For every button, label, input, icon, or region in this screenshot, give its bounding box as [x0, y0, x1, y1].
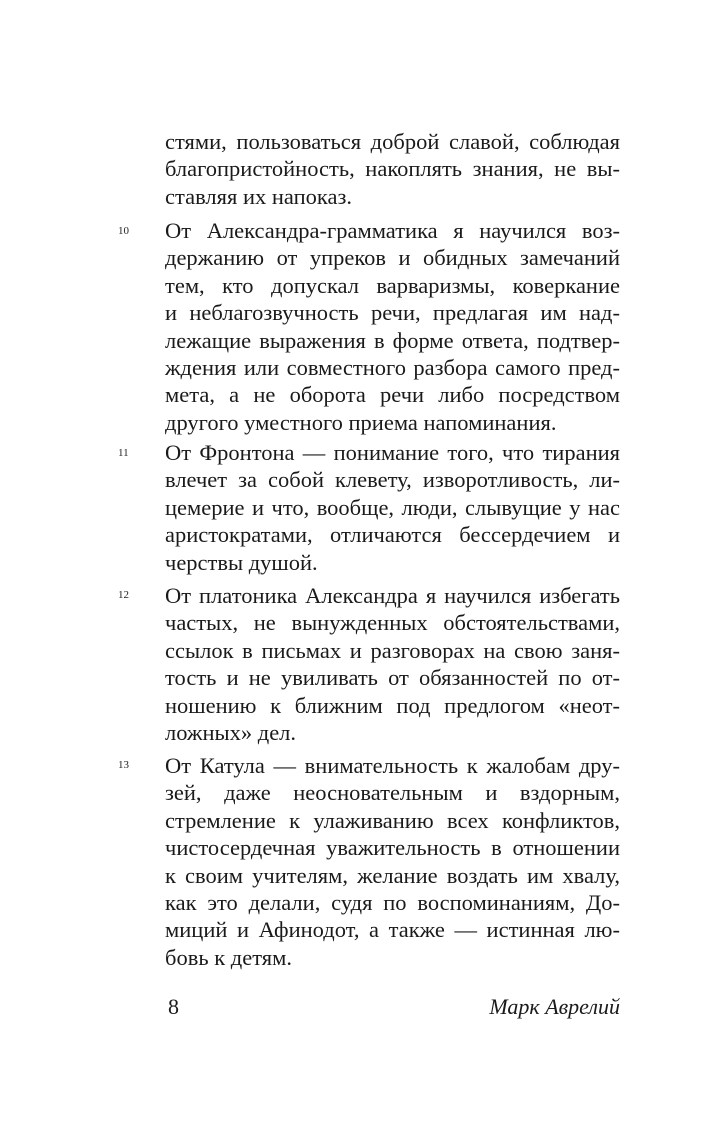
text-line: ношению к ближним под предлогом «неот-	[165, 692, 620, 718]
text-line: к своим учителям, желание воздать им хвалу,	[165, 862, 620, 888]
text-line: цемерие и что, вообще, люди, слывущие у нас	[165, 494, 620, 520]
paragraph-number: 11	[118, 447, 129, 459]
text-line: как это делали, судя по воспоминаниям, До-	[165, 890, 620, 916]
text-line: частых, не вынужденных обстоятельствами,	[165, 610, 620, 636]
text-line: аристократами, отличаются бессердечием и	[165, 522, 620, 548]
text-line: ждения или совместного разбора самого пред-	[165, 355, 620, 381]
text-line: благопристойность, накоплять знания, не вы-	[165, 156, 620, 182]
paragraph	[165, 752, 620, 971]
text-line: миций и Афинодот, а также — истинная лю-	[165, 917, 620, 943]
text-line: ссылок в письмах и разговорах на свою заня-	[165, 637, 620, 663]
text-line: тость и не увиливать от обязанностей по от-	[165, 665, 620, 691]
paragraph	[165, 439, 620, 576]
paragraph	[165, 217, 620, 436]
text-line: стями, пользоваться доброй славой, соблюдая	[165, 129, 620, 154]
page-number: 8	[168, 994, 179, 1019]
paragraph	[165, 582, 620, 746]
paragraph-number: 12	[118, 589, 129, 601]
continuation-paragraph	[165, 128, 620, 210]
text-line: зей, даже неосновательным и вздорным,	[165, 780, 620, 806]
text-line: От Александра-грамматика я научился воз-	[165, 218, 620, 243]
running-footer-author: Марк Аврелий	[489, 994, 620, 1019]
text-line: ставляя их напоказ.	[165, 183, 352, 209]
text-line: другого уместного приема напоминания.	[165, 409, 557, 435]
text-line: держанию от упреков и обидных замечаний	[165, 245, 620, 271]
text-line: чистосердечная уважительность в отношении	[165, 835, 620, 861]
paragraph-number: 10	[118, 225, 129, 237]
text-line: мета, а не оборота речи либо посредством	[165, 382, 620, 408]
text-line: От Катула — внимательность к жалобам дру-	[165, 753, 620, 778]
text-line: От Фронтона — понимание того, что тирания	[165, 440, 620, 465]
text-line: черствы душой.	[165, 549, 318, 575]
paragraph-number: 13	[118, 759, 129, 771]
text-line: лежащие выражения в форме ответа, подтвер-	[165, 327, 620, 353]
text-line: стремление к улаживанию всех конфликтов,	[165, 807, 620, 833]
text-line: От платоника Александра я научился избегать	[165, 583, 620, 608]
text-line: и неблагозвучность речи, предлагая им над-	[165, 300, 620, 326]
text-line: тем, кто допускал варваризмы, коверкание	[165, 272, 620, 298]
text-line: влечет за собой клевету, изворотливость, ли-	[165, 467, 620, 493]
text-line: ложных» дел.	[165, 720, 297, 746]
text-line: бовь к детям.	[165, 944, 292, 970]
